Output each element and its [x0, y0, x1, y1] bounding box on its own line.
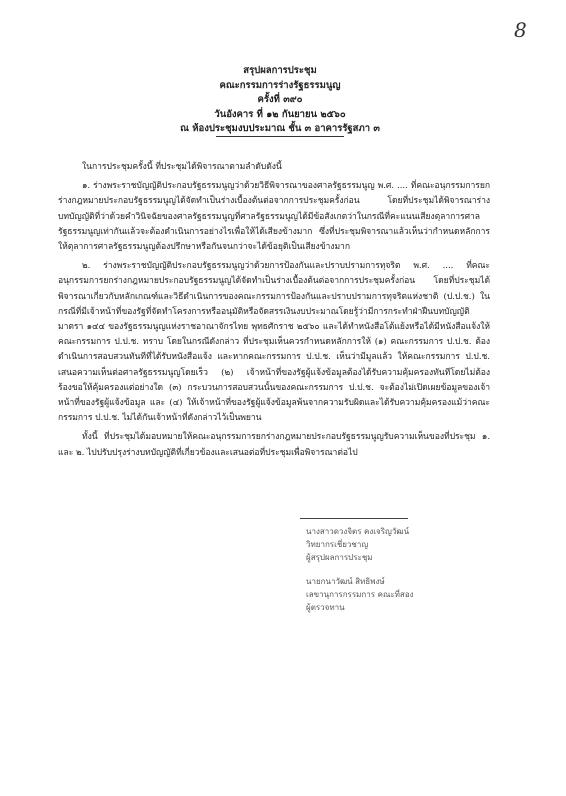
signer-position: เลขานุการกรรมการ คณะที่สอง: [306, 590, 414, 600]
intro-paragraph: ในการประชุมครั้งนี้ ที่ประชุมได้พิจารณาตามลำดับดังนี้: [82, 162, 282, 172]
signature-block-reviewer: [306, 575, 414, 615]
document-body: [58, 160, 490, 465]
agenda-item-1: ๑. ร่างพระราชบัญญัติประกอบรัฐธรรมนูญว่าด้วยวิธีพิจารณาของศาลรัฐธรรมนูญ พ.ศ. .... ที่คณะอนุกรรมการยกร่างกฎหมายประกอบรัฐธรรมนูญได้จัดทำเป็นร่างเบื้องต้นต่อจากการประชุมครั้งก่อน โดยที่ประชุมได้พิจารณาร่างบทบัญญัติที่ว่าด้วยคำวินิจฉัยของศาลรัฐธรรมนูญที่ศาลรัฐธรรมนูญได้มีข้อสังเกตว่าในกรณีที่คะแนนเสียงตุลาการศาลรัฐธรรมนูญเท่ากันแล้วจะต้องดำเนินการอย่างไรเพื่อให้ได้เสียงข้างมาก ซึ่งที่ประชุมพิจารณาแล้วเห็นว่ากำหนดหลักการให้ตุลาการศาลรัฐธรรมนูญต้องปรึกษาหรือกันจนกว่าจะได้ข้อยุติเป็นเสียงข้างมาก: [58, 181, 490, 253]
meeting-venue: ณ ห้องประชุมงบประมาณ ชั้น ๓ อาคารรัฐสภา ๓: [180, 123, 380, 134]
meeting-number: ครั้งที่ ๓๙๐: [257, 94, 303, 105]
committee-name: คณะกรรมการร่างรัฐธรรมนูญ: [219, 79, 341, 91]
meeting-date: วันอังคาร ที่ ๑๒ กันยายน ๒๕๖๐: [214, 108, 346, 120]
signer-name: นางสาวดวงจิตร คงเจริญวัฒน์: [306, 527, 410, 536]
signer-role: ผู้ตรวจทาน: [306, 603, 345, 613]
signer-role: ผู้สรุปผลการประชุม: [306, 553, 373, 563]
document-title: สรุปผลการประชุม: [243, 65, 317, 76]
signer-position: วิทยากรเชี่ยวชาญ: [306, 540, 369, 550]
agenda-item-2: ๒. ร่างพระราชบัญญัติประกอบรัฐธรรมนูญว่าด้วยการป้องกันและปราบปรามการทุจริต พ.ศ. .... ที่คณะอนุกรรมการยกร่างกฎหมายประกอบรัฐธรรมนูญได้จัดทำเป็นร่างเบื้องต้นต่อจากการประชุมครั้งก่อน โดยที่ประชุมได้พิจารณาเกี่ยวกับหลักเกณฑ์และวิธีดำเนินการของคณะกรรมการป้องกันและปราบปรามการทุจริตแห่งชาติ (ป.ป.ช.) ในกรณีที่มีเจ้าหน้าที่ของรัฐที่จัดทำโครงการหรืออนุมัติหรือจัดสรรเงินงบประมาณโดยรู้ว่ามีการกระทำฝ่าฝืนบทบัญญัติมาตรา ๑๔๔ ของรัฐธรรมนูญแห่งราชอาณาจักรไทย พุทธศักราช ๒๕๖๐ และได้ทำหนังสือโต้แย้งหรือได้มีหนังสือแจ้งให้คณะกรรมการ ป.ป.ช. ทราบ โดยในกรณีดังกล่าว ที่ประชุมเห็นควรกำหนดหลักการให้ (๑) คณะกรรมการ ป.ป.ช. ต้องดำเนินการสอบสวนทันทีที่ได้รับหนังสือแจ้ง และหากคณะกรรมการ ป.ป.ช. เห็นว่ามีมูลแล้ว ให้คณะกรรมการ ป.ป.ช. เสนอความเห็นต่อศาลรัฐธรรมนูญโดยเร็ว (๒) เจ้าหน้าที่ของรัฐผู้แจ้งข้อมูลต้องได้รับความคุ้มครองทันทีโดยไม่ต้องร้องขอให้คุ้มครองแต่อย่างใด (๓) กระบวนการสอบสวนนั้นของคณะกรรมการ ป.ป.ช. จะต้องไม่เปิดเผยข้อมูลของเจ้าหน้าที่ของรัฐผู้แจ้งข้อมูล และ (๔) ให้เจ้าหน้าที่ของรัฐผู้แจ้งข้อมูลพ้นจากความรับผิดและได้รับความคุ้มครองแม้ว่าคณะกรรมการ ป.ป.ช. ไม่ได้กันเจ้าหน้าที่ดังกล่าวไว้เป็นพยาน: [58, 261, 490, 424]
header-divider: [216, 136, 344, 137]
signature-block-summarizer: [306, 525, 409, 565]
signature-divider: [300, 518, 408, 519]
page-number: 8: [514, 18, 527, 42]
signer-name: นายกนาวัฒน์ สิทธิพงษ์: [306, 577, 385, 586]
closing-paragraph: ทั้งนี้ ที่ประชุมได้มอบหมายให้คณะอนุกรรมการยกร่างกฎหมายประกอบรัฐธรรมนูญรับความเห็นของที่ประชุม ๑. และ ๒. ไปปรับปรุงร่างบทบัญญัติที่เกี่ยวข้องและเสนอต่อที่ประชุมเพื่อพิจารณาต่อไป: [58, 432, 490, 458]
document-header: [140, 64, 420, 137]
